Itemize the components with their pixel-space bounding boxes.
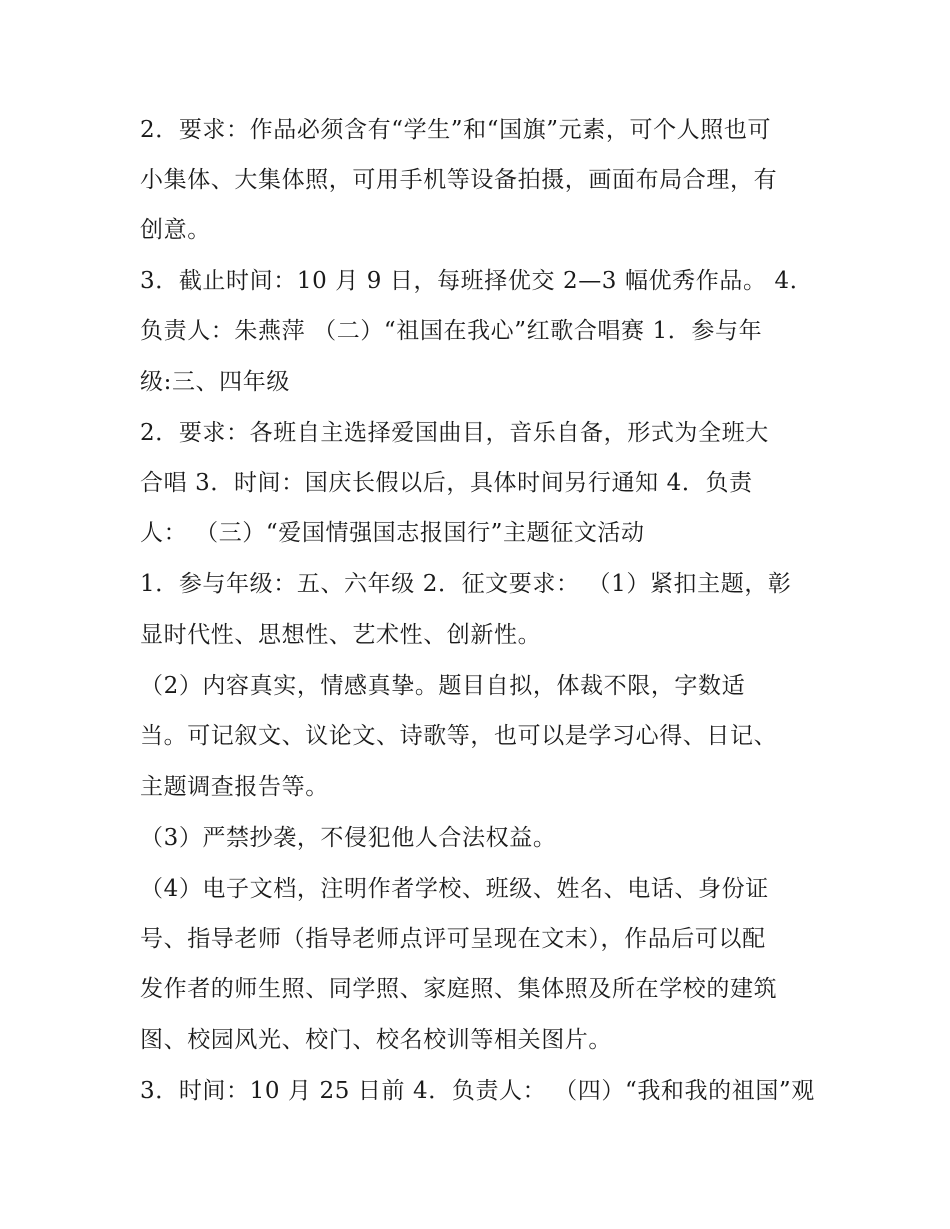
text-line: 2．要求：作品必须含有“学生”和“国旗”元素，可个人照也可 [140, 117, 772, 143]
text-line: 显时代性、思想性、艺术性、创新性。 [140, 622, 542, 648]
text-line: 合唱 3．时间：国庆长假以后，具体时间另行通知 4．负责 [140, 470, 753, 496]
text-line: 主题调查报告等。 [140, 774, 329, 800]
text-line: 图、校园风光、校门、校名校训等相关图片。 [140, 1027, 612, 1053]
text-line: 号、指导老师（指导老师点评可呈现在文末），作品后可以配 [140, 926, 766, 952]
text-line: 当。可记叙文、议论文、诗歌等，也可以是学习心得、日记、 [140, 723, 778, 749]
text-line: 3．截止时间：10 月 9 日，每班择优交 2—3 幅优秀作品。 4． [140, 268, 814, 294]
text-line: 小集体、大集体照，可用手机等设备拍摄，画面布局合理，有 [140, 167, 778, 193]
text-line: 创意。 [140, 217, 211, 243]
text-line: 3．时间：10 月 25 日前 4．负责人： （四）“我和我的祖国”观 [140, 1078, 815, 1104]
text-line: 负责人：朱燕萍 （二）“祖国在我心”红歌合唱赛 1．参与年 [140, 318, 763, 344]
text-line: 级:三、四年级 [140, 369, 290, 395]
text-line: （3）严禁抄袭，不侵犯他人合法权益。 [140, 825, 557, 851]
text-line: 2．要求：各班自主选择爱国曲目，音乐自备，形式为全班大 [140, 420, 769, 446]
text-line: （2）内容真实，情感真挚。题目自拟，体裁不限，字数适 [140, 673, 746, 699]
text-line: 人： （三）“爱国情强国志报国行”主题征文活动 [140, 520, 645, 546]
text-line: 1．参与年级：五、六年级 2．征文要求： （1）紧扣主题，彰 [140, 571, 792, 597]
text-line: （4）电子文档，注明作者学校、班级、姓名、电话、身份证 [140, 876, 769, 902]
text-line: 发作者的师生照、同学照、家庭照、集体照及所在学校的建筑 [140, 976, 778, 1002]
